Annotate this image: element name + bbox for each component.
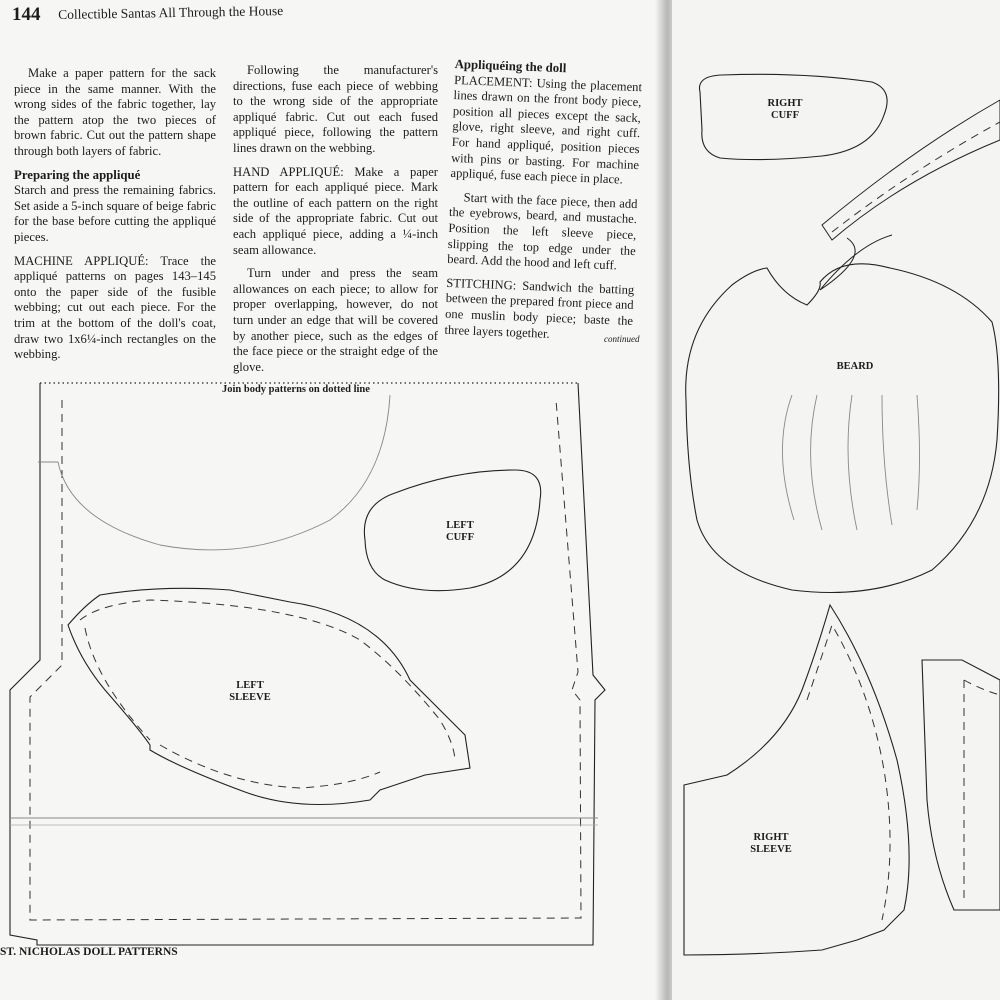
- paragraph: Start with the face piece, then add the eyebrows, beard, and mustache. Position the left sleeve piece, slipping the top edge under the beard. Add the hood and left cuff.: [446, 190, 638, 273]
- partial-pattern-seam: [964, 680, 1000, 900]
- partial-pattern-shape: [922, 660, 1000, 910]
- paragraph: PLACEMENT: Using the placement lines drawn on the front body piece, position all pieces except the sack, glove, right sleeve, and right cuff. For hand appliqué, position pieces with pins or basting. For machine appliqué, fuse each piece in place.: [450, 72, 643, 187]
- join-note: Join body patterns on dotted line: [222, 384, 370, 395]
- right-page: [672, 0, 1000, 1000]
- page-number: 144: [12, 4, 41, 25]
- right-pattern-diagram: [672, 0, 1000, 1000]
- right-sleeve-shape: [684, 605, 909, 955]
- running-title: Collectible Santas All Through the House: [58, 3, 284, 22]
- seam-line: [30, 400, 581, 920]
- body-outline: [10, 383, 605, 945]
- right-sleeve-seam: [807, 625, 890, 920]
- section-heading: Appliquéing the doll: [454, 57, 567, 76]
- section-heading: Preparing the appliqué: [14, 167, 141, 182]
- footer-title: ST. NICHOLAS DOLL PATTERNS: [0, 946, 178, 958]
- left-sleeve-label: LEFT SLEEVE: [229, 680, 271, 703]
- beard-detail-lines: [782, 395, 919, 530]
- paragraph: Make a paper pattern for the sack piece in the same manner. With the wrong sides of the fabric together, lay the pattern atop the two pieces of brown fabric. Cut out the pattern shape through both layers of fabric.: [14, 66, 216, 158]
- continued-note: continued: [604, 334, 640, 344]
- beard-shape: [686, 264, 999, 593]
- paragraph: MACHINE APPLIQUÉ: Trace the appliqué patterns on pages 143–145 onto the paper side of the fusible webbing; cut out each piece. For the trim at the bottom of the doll's coat, draw two 1x6¼-inch rectangles on the webbing.: [14, 253, 216, 362]
- beard-label: BEARD: [836, 361, 874, 372]
- paragraph: Turn under and press the seam allowances on each piece; to allow for proper overlapping, however, do not turn under an edge that will be covered by another piece, such as the edges of the face piece or the straight edge of the glove.: [233, 266, 438, 374]
- right-cuff-label: RIGHT CUFF: [767, 98, 803, 121]
- beard-placement-line: [38, 395, 390, 550]
- paragraph: HAND APPLIQUÉ: Make a paper pattern for each appliqué piece. Mark the outline of each pattern on the right side of the appropriate fabric. Cut out each appliqué piece, adding a ¼-inch seam allowance.: [233, 164, 438, 257]
- hood-seam: [832, 122, 1000, 232]
- paragraph: STITCHING: Sandwich the batting between the prepared front piece and one muslin body piece; baste the three layers together.: [444, 275, 635, 341]
- hood-tip: [820, 235, 892, 290]
- paragraph: Following the manufacturer's directions, fuse each piece of webbing to the wrong side of the appropriate appliqué fabric. Cut out each fused appliqué piece, following the pattern lines drawn on the webbing.: [233, 63, 438, 155]
- right-sleeve-label: RIGHT SLEEVE: [750, 832, 792, 855]
- left-cuff-label: LEFT CUFF: [446, 520, 474, 543]
- paragraph: Starch and press the remaining fabrics. Set aside a 5-inch square of beige fabric for the base before cutting the appliqué pieces.: [14, 183, 216, 244]
